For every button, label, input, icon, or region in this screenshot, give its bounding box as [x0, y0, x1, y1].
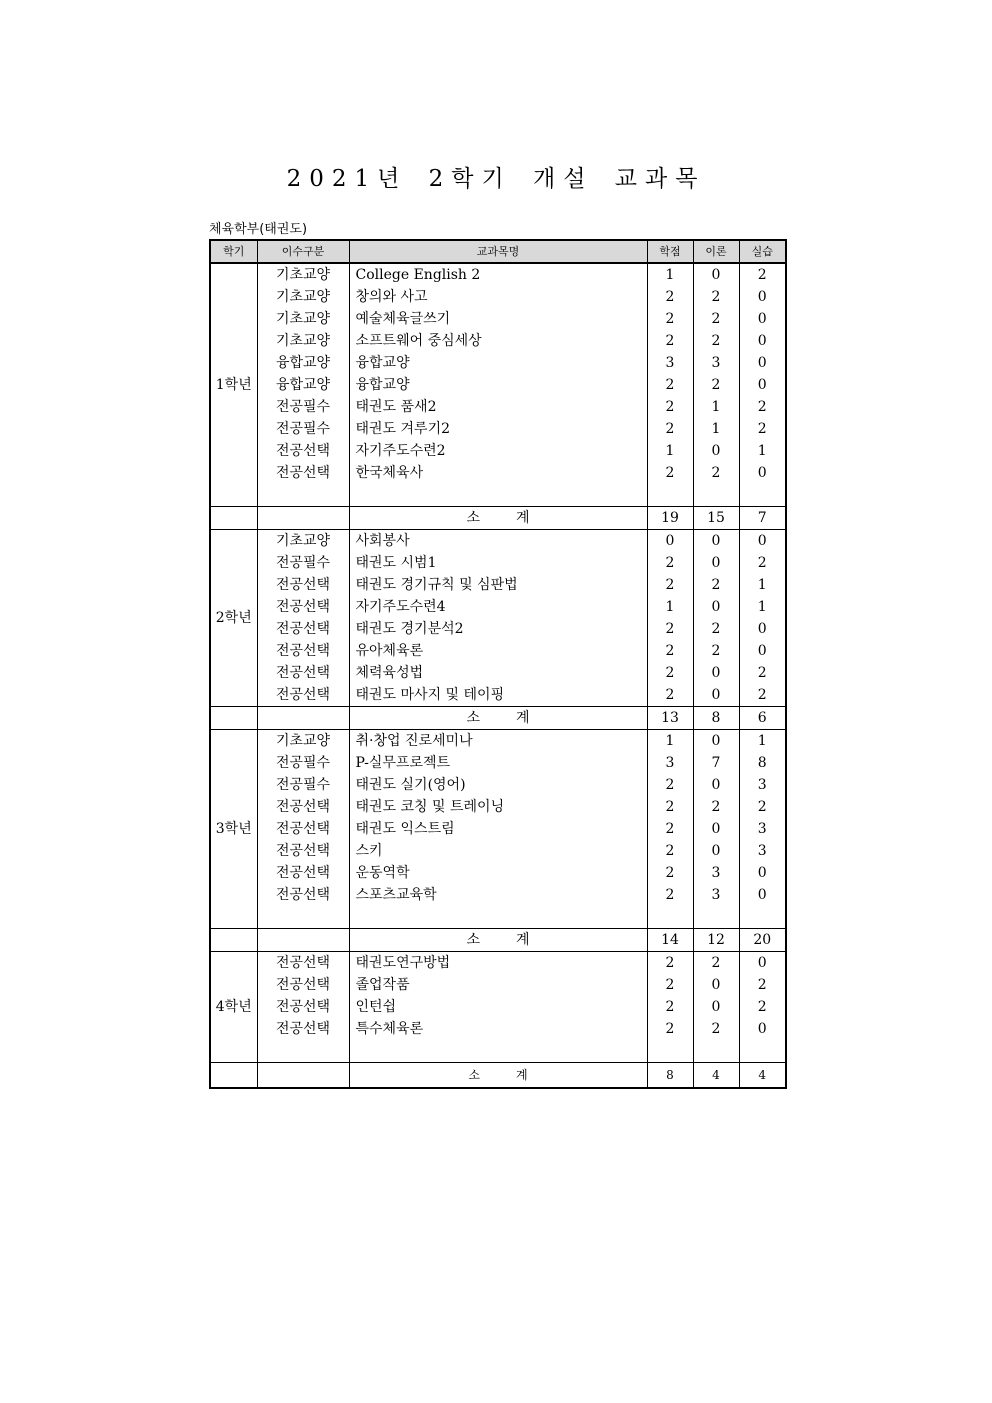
- course-type: 전공선택: [257, 618, 349, 640]
- course-theory: 0: [693, 530, 739, 553]
- course-name: 융합교양: [349, 352, 647, 374]
- subtotal-row: [210, 929, 786, 952]
- course-credit: 2: [647, 640, 693, 662]
- course-theory: 3: [693, 862, 739, 884]
- blank-cell: [257, 707, 349, 730]
- course-credit: 2: [647, 462, 693, 484]
- course-theory: 2: [693, 1018, 739, 1040]
- course-credit: 0: [647, 530, 693, 553]
- table-row: [210, 418, 786, 440]
- table-row: [210, 952, 786, 975]
- course-practice: 1: [739, 440, 786, 462]
- course-name: 태권도 품새2: [349, 396, 647, 418]
- course-practice: 2: [739, 996, 786, 1018]
- table-row: [210, 462, 786, 484]
- course-credit: 2: [647, 818, 693, 840]
- blank-cell: [257, 484, 349, 507]
- subtotal-theory: 12: [693, 929, 739, 952]
- blank-cell: [257, 929, 349, 952]
- course-practice: 0: [739, 308, 786, 330]
- table-row: [210, 684, 786, 707]
- course-theory: 0: [693, 974, 739, 996]
- course-credit: 3: [647, 752, 693, 774]
- table-row: [210, 862, 786, 884]
- course-practice: 3: [739, 774, 786, 796]
- course-practice: 2: [739, 263, 786, 286]
- course-name: 태권도 마사지 및 테이핑: [349, 684, 647, 707]
- blank-cell: [210, 929, 257, 952]
- course-type: 전공필수: [257, 774, 349, 796]
- course-type: 전공선택: [257, 796, 349, 818]
- table-row: [210, 308, 786, 330]
- subtotal-label-left: 소: [466, 509, 480, 526]
- table-row: [210, 840, 786, 862]
- blank-cell: [257, 906, 349, 929]
- course-type: 전공선택: [257, 996, 349, 1018]
- blank-cell: [647, 1040, 693, 1063]
- blank-cell: [739, 484, 786, 507]
- course-practice: 0: [739, 952, 786, 975]
- course-practice: 0: [739, 462, 786, 484]
- course-practice: 2: [739, 662, 786, 684]
- course-name: 유아체육론: [349, 640, 647, 662]
- blank-cell: [739, 906, 786, 929]
- course-name: 인턴쉽: [349, 996, 647, 1018]
- course-type: 기초교양: [257, 730, 349, 753]
- subtotal-label: [349, 1063, 647, 1089]
- course-theory: 0: [693, 552, 739, 574]
- course-theory: 2: [693, 462, 739, 484]
- course-type: 전공선택: [257, 640, 349, 662]
- subtotal-label-right: 계: [516, 1067, 528, 1082]
- course-practice: 0: [739, 530, 786, 553]
- course-name: 사회봉사: [349, 530, 647, 553]
- course-theory: 2: [693, 618, 739, 640]
- course-practice: 0: [739, 640, 786, 662]
- table-header-row: [210, 240, 786, 263]
- course-name: 체력육성법: [349, 662, 647, 684]
- blank-cell: [647, 484, 693, 507]
- table-row: [210, 730, 786, 753]
- semester-label: 1학년: [210, 263, 257, 507]
- course-practice: 2: [739, 396, 786, 418]
- course-theory: 2: [693, 308, 739, 330]
- course-name: 스포츠교육학: [349, 884, 647, 906]
- header-course-type: 이수구분: [257, 240, 349, 263]
- course-theory: 1: [693, 396, 739, 418]
- course-name: 태권도 실기(영어): [349, 774, 647, 796]
- subtotal-practice: 7: [739, 507, 786, 530]
- table-row: [210, 330, 786, 352]
- table-row: [210, 574, 786, 596]
- subtotal-label-left: 소: [468, 1067, 480, 1082]
- course-credit: 2: [647, 796, 693, 818]
- course-theory: 0: [693, 818, 739, 840]
- course-theory: 1: [693, 418, 739, 440]
- table-row: [210, 774, 786, 796]
- course-theory: 2: [693, 640, 739, 662]
- course-name: 태권도 코칭 및 트레이닝: [349, 796, 647, 818]
- course-practice: 0: [739, 286, 786, 308]
- subtotal-label: [349, 507, 647, 530]
- course-name: 자기주도수련2: [349, 440, 647, 462]
- blank-cell: [210, 507, 257, 530]
- course-type: 전공선택: [257, 440, 349, 462]
- table-row: [210, 662, 786, 684]
- table-row: [210, 530, 786, 553]
- course-type: 융합교양: [257, 352, 349, 374]
- course-theory: 0: [693, 774, 739, 796]
- course-practice: 0: [739, 352, 786, 374]
- course-credit: 1: [647, 730, 693, 753]
- course-credit: 2: [647, 374, 693, 396]
- course-credit: 2: [647, 662, 693, 684]
- course-name: 태권도 경기분석2: [349, 618, 647, 640]
- course-name: 태권도 경기규칙 및 심판법: [349, 574, 647, 596]
- course-name: 융합교양: [349, 374, 647, 396]
- course-practice: 0: [739, 330, 786, 352]
- course-credit: 1: [647, 596, 693, 618]
- course-type: 전공필수: [257, 396, 349, 418]
- course-name: 태권도 겨루기2: [349, 418, 647, 440]
- course-type: 전공선택: [257, 884, 349, 906]
- subtotal-label-left: 소: [466, 709, 480, 726]
- course-theory: 0: [693, 440, 739, 462]
- course-practice: 1: [739, 730, 786, 753]
- table-row: [210, 884, 786, 906]
- blank-row: [210, 484, 786, 507]
- course-type: 기초교양: [257, 330, 349, 352]
- course-name: 특수체육론: [349, 1018, 647, 1040]
- table-row: [210, 752, 786, 774]
- course-credit: 2: [647, 774, 693, 796]
- blank-cell: [257, 1063, 349, 1089]
- course-theory: 2: [693, 796, 739, 818]
- blank-cell: [349, 1040, 647, 1063]
- course-practice: 2: [739, 974, 786, 996]
- course-type: 전공필수: [257, 418, 349, 440]
- subtotal-label-right: 계: [516, 931, 530, 948]
- semester-label: 2학년: [210, 530, 257, 707]
- header-theory: 이론: [693, 240, 739, 263]
- course-theory: 3: [693, 884, 739, 906]
- header-credit: 학점: [647, 240, 693, 263]
- course-credit: 2: [647, 330, 693, 352]
- subtotal-row: [210, 707, 786, 730]
- table-row: [210, 818, 786, 840]
- course-theory: 0: [693, 662, 739, 684]
- subtotal-credit: 13: [647, 707, 693, 730]
- table-row: [210, 974, 786, 996]
- blank-row: [210, 906, 786, 929]
- table-row: [210, 396, 786, 418]
- course-name: 태권도 익스트림: [349, 818, 647, 840]
- subtotal-theory: 4: [693, 1063, 739, 1089]
- course-type: 전공필수: [257, 552, 349, 574]
- subtotal-credit: 14: [647, 929, 693, 952]
- course-theory: 0: [693, 263, 739, 286]
- subtotal-credit: 19: [647, 507, 693, 530]
- course-theory: 0: [693, 596, 739, 618]
- blank-cell: [693, 484, 739, 507]
- course-credit: 2: [647, 308, 693, 330]
- course-practice: 2: [739, 796, 786, 818]
- subtotal-label: [349, 707, 647, 730]
- course-name: 취·창업 진로세미나: [349, 730, 647, 753]
- table-row: [210, 263, 786, 286]
- course-type: 융합교양: [257, 374, 349, 396]
- course-practice: 1: [739, 596, 786, 618]
- page-title: 2021년 2학기 개설 교과목: [286, 166, 706, 192]
- header-practice: 실습: [739, 240, 786, 263]
- course-credit: 2: [647, 840, 693, 862]
- course-type: 전공선택: [257, 462, 349, 484]
- course-name: 한국체육사: [349, 462, 647, 484]
- course-type: 전공선택: [257, 1018, 349, 1040]
- header-semester: 학기: [210, 240, 257, 263]
- table-body: [210, 263, 786, 1088]
- course-credit: 2: [647, 884, 693, 906]
- course-type: 전공선택: [257, 662, 349, 684]
- course-theory: 0: [693, 840, 739, 862]
- course-name: College English 2: [349, 263, 647, 286]
- course-name: 예술체육글쓰기: [349, 308, 647, 330]
- course-credit: 2: [647, 862, 693, 884]
- course-name: 스키: [349, 840, 647, 862]
- course-type: 기초교양: [257, 530, 349, 553]
- course-type: 전공선택: [257, 952, 349, 975]
- course-type: 전공선택: [257, 818, 349, 840]
- course-type: 전공선택: [257, 862, 349, 884]
- table-row: [210, 640, 786, 662]
- table-row: [210, 618, 786, 640]
- course-type: 기초교양: [257, 263, 349, 286]
- course-name: 창의와 사고: [349, 286, 647, 308]
- course-credit: 2: [647, 974, 693, 996]
- subtotal-theory: 15: [693, 507, 739, 530]
- course-type: 전공선택: [257, 574, 349, 596]
- course-credit: 2: [647, 574, 693, 596]
- table-row: [210, 352, 786, 374]
- semester-label: 3학년: [210, 730, 257, 929]
- blank-cell: [647, 906, 693, 929]
- subtotal-label-left: 소: [466, 931, 480, 948]
- blank-cell: [257, 507, 349, 530]
- course-type: 전공선택: [257, 840, 349, 862]
- course-practice: 0: [739, 374, 786, 396]
- course-table: [209, 239, 787, 1089]
- table-row: [210, 374, 786, 396]
- course-name: 태권도연구방법: [349, 952, 647, 975]
- course-credit: 2: [647, 396, 693, 418]
- table-row: [210, 440, 786, 462]
- course-type: 기초교양: [257, 308, 349, 330]
- course-credit: 1: [647, 263, 693, 286]
- blank-cell: [257, 1040, 349, 1063]
- course-theory: 2: [693, 952, 739, 975]
- table-row: [210, 286, 786, 308]
- subtotal-theory: 8: [693, 707, 739, 730]
- course-credit: 2: [647, 286, 693, 308]
- course-practice: 0: [739, 1018, 786, 1040]
- course-practice: 2: [739, 552, 786, 574]
- subtotal-practice: 20: [739, 929, 786, 952]
- course-theory: 2: [693, 374, 739, 396]
- course-credit: 1: [647, 440, 693, 462]
- course-theory: 0: [693, 684, 739, 707]
- course-practice: 0: [739, 618, 786, 640]
- course-theory: 7: [693, 752, 739, 774]
- subtotal-label-right: 계: [516, 509, 530, 526]
- subtotal-label: [349, 929, 647, 952]
- table-row: [210, 796, 786, 818]
- blank-cell: [739, 1040, 786, 1063]
- semester-label: 4학년: [210, 952, 257, 1063]
- course-practice: 3: [739, 840, 786, 862]
- course-theory: 0: [693, 730, 739, 753]
- blank-cell: [210, 1063, 257, 1089]
- course-practice: 8: [739, 752, 786, 774]
- subtotal-row: [210, 1063, 786, 1089]
- blank-cell: [693, 1040, 739, 1063]
- course-theory: 0: [693, 996, 739, 1018]
- course-credit: 2: [647, 996, 693, 1018]
- table-row: [210, 1018, 786, 1040]
- course-name: 졸업작품: [349, 974, 647, 996]
- table-row: [210, 552, 786, 574]
- course-name: 태권도 시범1: [349, 552, 647, 574]
- blank-cell: [349, 484, 647, 507]
- course-name: 자기주도수련4: [349, 596, 647, 618]
- course-credit: 2: [647, 1018, 693, 1040]
- course-practice: 0: [739, 862, 786, 884]
- course-practice: 0: [739, 884, 786, 906]
- course-practice: 2: [739, 418, 786, 440]
- course-name: 소프트웨어 중심세상: [349, 330, 647, 352]
- course-type: 전공필수: [257, 752, 349, 774]
- subtotal-credit: 8: [647, 1063, 693, 1089]
- course-practice: 1: [739, 574, 786, 596]
- blank-row: [210, 1040, 786, 1063]
- course-theory: 3: [693, 352, 739, 374]
- course-name: 운동역학: [349, 862, 647, 884]
- blank-cell: [210, 707, 257, 730]
- course-type: 전공선택: [257, 684, 349, 707]
- department-label: 체육학부(태권도): [209, 222, 308, 237]
- course-theory: 2: [693, 286, 739, 308]
- course-practice: 2: [739, 684, 786, 707]
- course-credit: 2: [647, 684, 693, 707]
- course-practice: 3: [739, 818, 786, 840]
- subtotal-practice: 6: [739, 707, 786, 730]
- blank-cell: [693, 906, 739, 929]
- subtotal-practice: 4: [739, 1063, 786, 1089]
- course-type: 전공선택: [257, 974, 349, 996]
- course-theory: 2: [693, 330, 739, 352]
- subtotal-row: [210, 507, 786, 530]
- header-course-name: 교과목명: [349, 240, 647, 263]
- course-type: 전공선택: [257, 596, 349, 618]
- table-row: [210, 596, 786, 618]
- course-type: 기초교양: [257, 286, 349, 308]
- course-name: P-실무프로젝트: [349, 752, 647, 774]
- course-theory: 2: [693, 574, 739, 596]
- course-credit: 3: [647, 352, 693, 374]
- table-row: [210, 996, 786, 1018]
- course-credit: 2: [647, 952, 693, 975]
- course-credit: 2: [647, 418, 693, 440]
- course-credit: 2: [647, 618, 693, 640]
- blank-cell: [349, 906, 647, 929]
- course-credit: 2: [647, 552, 693, 574]
- subtotal-label-right: 계: [516, 709, 530, 726]
